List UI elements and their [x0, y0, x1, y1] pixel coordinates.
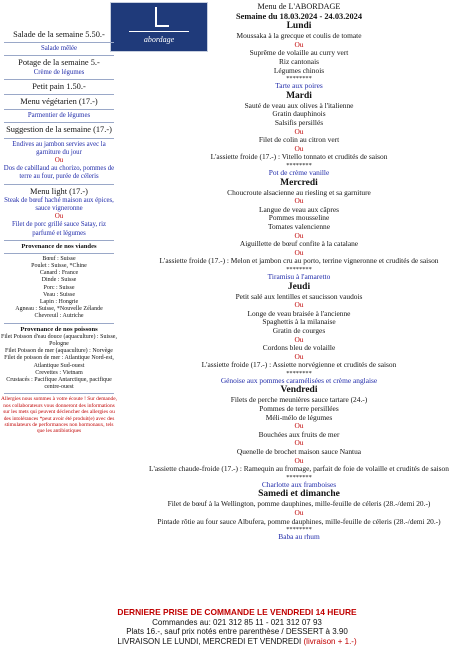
dish-line: Petit salé aux lentilles et saucisson vaudois [235, 291, 363, 301]
dish-line: Suprême de volaille au curry vert [249, 48, 349, 58]
or-separator: Ou [294, 196, 304, 206]
dish-line: Gratin de courges [272, 325, 326, 335]
dish-line: Pommes de terre persillées [259, 404, 339, 414]
dish-line: Choucroute alsacienne au riesling et sa garniture [227, 187, 371, 197]
day-title: Vendredi [280, 385, 318, 396]
dish-line: Filet de bœuf à la Wellington, pomme dauphines, mille-feuille de céleris (28.-/demi 20.-) [167, 499, 431, 509]
dish-line: Filets de perche meunières sauce tartare (24.-) [230, 395, 368, 405]
dish-line: Sauté de veau aux olives à l'italienne [244, 100, 354, 110]
day-title: Mardi [286, 90, 312, 101]
right-column [126, 0, 472, 669]
dessert-of-day: Charlotte aux framboises [261, 479, 337, 489]
divider [4, 253, 114, 254]
dish-line: Quenelle de brochet maison sauce Nantua [236, 447, 362, 457]
provenance-item: Agneau : Suisse, *Nouvelle Zélande [15, 306, 103, 313]
delivery-extra: (livraison + 1.-) [303, 636, 357, 646]
separator-stars: ******** [286, 162, 312, 170]
dish-line: Légumes chinois [273, 65, 325, 75]
divider [4, 393, 114, 394]
or-separator: Ou [294, 39, 304, 49]
dish-line: L'assiette chaude-froide (17.-) : Ramequin au fromage, parfait de foie de volaille et crudités de saison [149, 464, 449, 474]
or-separator: Ou [54, 157, 64, 165]
provenance-item: Crustacés : Pacifique Antarctique, pacifique centre-ouest [6, 376, 112, 391]
provenance-item: Dinde : Suisse [41, 277, 77, 284]
dish-line: Riz cantonais [278, 57, 320, 67]
menu-title: Menu de L'ABORDAGE [257, 2, 341, 11]
dessert-of-day: Génoise aux pommes caramélisées et crème anglaise [220, 375, 378, 385]
menu-vegetarien-desc: Parmentier de légumes [27, 112, 91, 120]
dish-line: Pommes mousseline [268, 213, 330, 223]
dessert-of-day: Baba au rhum [278, 532, 320, 542]
dish-line: Bouchées aux fruits de mer [258, 429, 340, 439]
divider [4, 42, 114, 43]
dish-line: Cordons bleu de volaille [262, 343, 336, 353]
dish-line: Pintade rôtie au four sauce Albufera, pomme dauphines, mille-feuille de céleris (28.-/demi 20.-) [157, 516, 441, 526]
dish-line: Aiguillette de bœuf confite à la catalane [239, 239, 359, 249]
menu-light-dish-2: Filet de porc grillé sauce Satay, riz parfumé et légumes [11, 221, 107, 237]
suggestion-dish-1: Endives au jambon servies avec la garniture du jour [12, 140, 106, 156]
or-separator: Ou [294, 421, 304, 431]
day-title: Lundi [286, 21, 312, 32]
dish-line: Longe de veau braisée à l'ancienne [247, 308, 351, 318]
or-separator: Ou [294, 351, 304, 361]
dish-line: L'assiette froide (17.-) : Melon et jambon cru au porto, terrine vigneronne et crudités de saison [159, 256, 439, 266]
dessert-of-day: Pot de crème vanille [268, 168, 330, 178]
dish-line: Gratin dauphinois [272, 109, 326, 119]
dish-line: Spaghettis à la milanaise [262, 317, 336, 327]
menu-vegetarien-title: Menu végétarien (17.-) [20, 97, 98, 107]
provenance-item: Lapin : Hongrie [39, 299, 79, 306]
salade-title: Salade de la semaine 5.50.- [13, 30, 105, 39]
dessert-of-day: Tiramisu à l'amaretto [267, 271, 331, 281]
provenance-poissons-title: Provenance de nos poissons [20, 325, 98, 333]
dish-line: Moussaka à la grecque et coulis de tomate [236, 31, 362, 41]
separator-stars: ******** [286, 75, 312, 83]
allergy-notice: Allergies nous sommes à votre écoute ! Sur demande, nos collaborateurs vous donneront des informations sur les mets qui peuvent déclencher des allergies ou des intolérances *peut avoir été produit(e) avec des stimulateurs de performances non hormonaux, tels que les antibiotiques [1, 396, 117, 435]
provenance-item: Canard : France [39, 270, 79, 277]
provenance-viandes-title: Provenance de nos viandes [21, 242, 97, 250]
dish-line: Langue de veau aux câpres [258, 204, 340, 214]
dish-line: L'assiette froide (17.-) : Assiette norvégienne et crudités de saison [201, 360, 397, 370]
or-separator: Ou [294, 334, 304, 344]
or-separator: Ou [294, 438, 304, 448]
logo-text: abordage [143, 35, 175, 44]
day-title: Jeudi [287, 281, 311, 292]
provenance-item: Filet Poisson d'eau douce (aquaculture) : Suisse, Pologne [1, 333, 117, 347]
provenance-item: Filet Poisson de mer (aquaculture) : Norvège [5, 348, 113, 355]
divider [4, 109, 114, 110]
divider [4, 55, 114, 56]
delivery-days: LIVRAISON LE LUNDI, MERCREDI ET VENDREDI [117, 636, 302, 646]
petit-pain: Petit pain 1.50.- [32, 81, 86, 91]
provenance-poissons-list [0, 334, 118, 392]
suggestion-dish-2: Dos de cabillaud au chorizo, pommes de terre au four, purée de céleris [3, 165, 115, 181]
provenance-item: Poulet : Suisse, *Chine [31, 263, 87, 270]
provenance-item: Veau : Suisse [43, 291, 75, 298]
provenance-item: Bœuf : Suisse [42, 255, 76, 262]
left-column [0, 0, 118, 669]
or-separator: Ou [54, 213, 64, 221]
footer [0, 608, 474, 646]
dish-line: Tomates valencienne [267, 221, 331, 231]
or-separator: Ou [294, 126, 304, 136]
divider [4, 138, 114, 139]
day-title: Samedi et dimanche [258, 489, 340, 500]
price-note: Plats 16.-, sauf prix notés entre parenthèse / DESSERT à 3.90 [126, 627, 348, 637]
provenance-item: Chevreuil : Autriche [34, 313, 84, 320]
divider [4, 94, 114, 95]
divider [4, 240, 114, 241]
or-separator: Ou [294, 230, 304, 240]
divider [4, 184, 114, 185]
day-title: Mercredi [280, 177, 318, 188]
divider [4, 323, 114, 324]
week-range: Semaine du 18.03.2024 - 24.03.2024 [235, 11, 363, 21]
suggestion-title: Suggestion de la semaine (17.-) [6, 125, 112, 135]
menu-light-dish-1: Steak de bœuf haché maison aux épices, sauce vigneronne [4, 196, 114, 213]
separator-stars: ******** [286, 473, 312, 481]
divider [4, 122, 114, 123]
delivery-line [0, 637, 474, 647]
or-separator: Ou [294, 143, 304, 153]
or-separator: Ou [294, 247, 304, 257]
days-list [126, 21, 472, 542]
provenance-viandes-list [0, 256, 118, 321]
potage-desc: Crème de légumes [33, 68, 85, 76]
salade-desc: Salade mêlée [40, 45, 78, 53]
or-separator: Ou [294, 508, 304, 518]
or-separator: Ou [294, 300, 304, 310]
potage-title: Potage de la semaine 5.- [18, 58, 100, 68]
or-separator: Ou [294, 455, 304, 465]
provenance-item: Porc : Suisse [43, 284, 75, 291]
dish-line: Filet de colin au citron vert [258, 135, 340, 145]
dish-line: L'assiette froide (17.-) : Vitello tonnato et crudités de saison [210, 152, 388, 162]
provenance-item: Filet de poisson de mer : Atlantique Nord-est, Atlantique Sud-ouest [4, 355, 114, 369]
dessert-of-day: Tarte aux poires [275, 81, 323, 91]
divider [4, 79, 114, 80]
dish-line: Salsifis persillés [274, 118, 324, 128]
dish-line: Méli-mélo de légumes [265, 412, 333, 422]
order-phones: Commandes au: 021 312 85 11 - 021 312 07 93 [152, 617, 322, 627]
separator-stars: ******** [286, 265, 312, 273]
separator-stars: ******** [286, 369, 312, 377]
separator-stars: ******** [286, 526, 312, 534]
provenance-item: Crevettes : Vietnam [35, 369, 83, 376]
order-deadline: DERNIERE PRISE DE COMMANDE LE VENDREDI 14 HEURE [117, 607, 357, 617]
menu-light-title: Menu light (17.-) [30, 186, 88, 196]
